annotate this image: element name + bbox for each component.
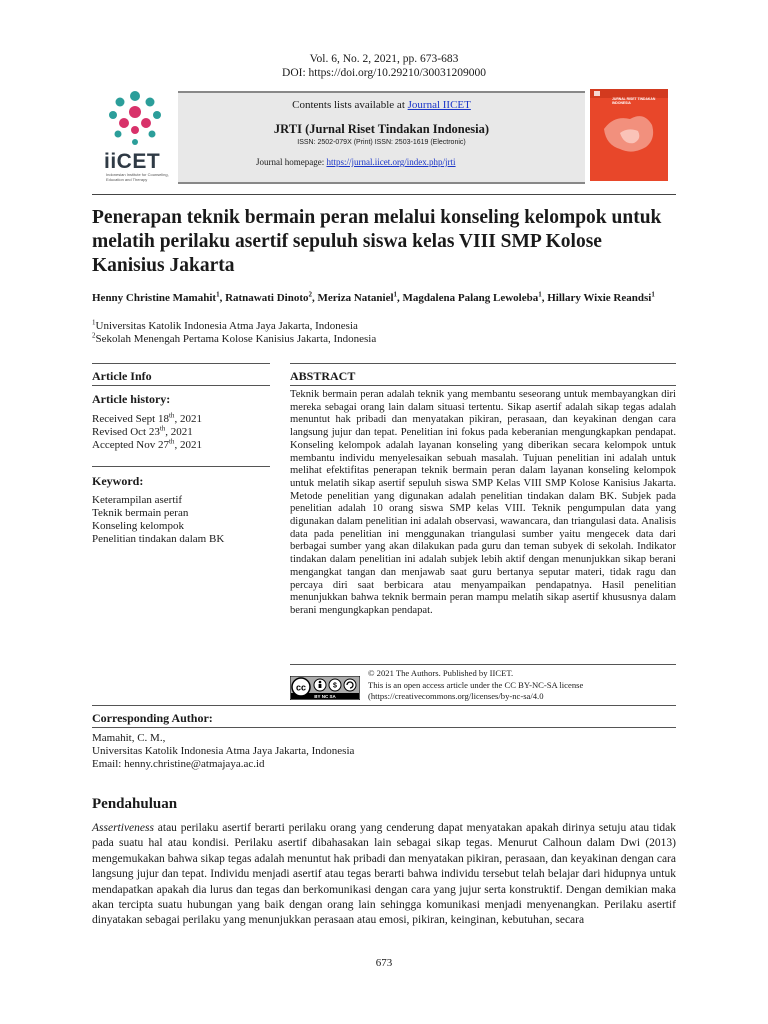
keyword-heading: Keyword: [92, 474, 144, 488]
contents-line [178, 99, 585, 111]
keyword-item: Konseling kelompok [92, 520, 184, 532]
history-received [92, 413, 202, 426]
affiliation-marker: 1 [92, 318, 96, 327]
affiliation-1 [92, 320, 358, 333]
license-copyright: © 2021 The Authors. Published by IICET. [368, 668, 514, 678]
author-affiliation-marker: 1 [393, 290, 398, 299]
history-label: Accepted Nov 27 [92, 439, 169, 451]
keyword-item: Teknik bermain peran [92, 507, 189, 519]
info-divider-top [92, 363, 270, 364]
history-heading: Article history: [92, 392, 171, 406]
svg-text:$: $ [333, 682, 337, 690]
author-affiliation-marker: 1 [538, 290, 542, 299]
author-list [92, 291, 688, 305]
journal-homepage [256, 157, 456, 167]
history-accepted [92, 439, 202, 452]
contents-prefix: Contents lists available at [292, 99, 408, 111]
page-number: 673 [375, 957, 393, 969]
paper-title: Penerapan teknik bermain peran melalui konseling kelompok untuk melatih perilaku asertif sepuluh siswa kelas VIII SMP Kolose Kanisius Jakarta [92, 207, 662, 276]
author-separator: , [311, 292, 318, 304]
history-year: , 2021 [165, 426, 193, 438]
corresponding-email[interactable]: Email: henny.christine@atmajaya.ac.id [92, 758, 265, 770]
license-divider-bottom [92, 705, 676, 706]
license-statement: This is an open access article under the CC BY-NC-SA license [368, 680, 584, 690]
affiliation-text: Sekolah Menengah Pertama Kolose Kanisius Jakarta, Indonesia [95, 333, 377, 345]
journal-cover [590, 89, 668, 181]
abstract-text: Teknik bermain peran adalah teknik yang membantu seseorang untuk membayangkan diri mereka sebagai orang lain dalam situasi tertentu. Sikap asertif adalah sikap tegas adalah menuntut hak pribadi dan menyatakan pikiran, perasaan, dan keyakinan dengan cara langsung jujur dan tepat. Penelitian ini fokus pada keberanian mengungkapkan pendapat. Konseling kelompok adalah layanan konseling yang diberikan secara kelompok untuk membantu individu menyelesaikan sebuah masalah. Tujuan penelitian ini adalah untuk melihat efektifitas penerapan teknik bermain peran dalam layanan konseling kelompok untuk melatih sikap asertif sepuluh siswa SMP Kelas VIII SMP Kolose Kanisius Jakarta. Metode penelitian yang digunakan adalah penelitian tindakan dalam BK. Subjek pada penelitian adalah 10 orang siswa SMP kelas VIII. Teknik pengumpulan data yang digunakan dalam penelitian ini adalah observasi, wawancara, dan triangulasi data. Analisis data pada penelitian ini menggunakan triangulasi sumber yaitu mengecek data dari berbagai sumber yang akan dilakukan pada guru dan teman subyek di sekolah. Indikator tindakan dalam penelitian ini adalah subjek lebih aktif dengan menunjukkan sikap berani mengangkat tangan dan menjawab saat guru bertanya seputar materi, tidak ragu dan percaya diri saat berbicara atau menyampaikan pendapatnya. Hasil penelitian menunjukkan bahwa teknik bermain peran mampu melatih sikap asertif khususnya dalam berani mengungkapkan pendapat. [290, 389, 676, 616]
corresponding-name: Mamahit, C. M., [92, 732, 166, 744]
keyword-item: Keterampilan asertif [92, 494, 183, 506]
author-separator: , [219, 292, 226, 304]
doi[interactable]: DOI: https://doi.org/10.29210/30031209000 [282, 67, 486, 79]
cc-by-nc-sa-icon[interactable] [290, 676, 360, 700]
journal-title: JRTI (Jurnal Riset Tindakan Indonesia) [273, 122, 490, 136]
info-divider [92, 385, 270, 386]
title-divider [92, 194, 676, 195]
history-revised [92, 426, 193, 439]
logo-text: iiCET [104, 150, 161, 173]
history-label: Received Sept 18 [92, 413, 169, 425]
abstract-heading: ABSTRACT [290, 369, 356, 383]
history-year: , 2021 [174, 413, 202, 425]
author-name: Henny Christine Mamahit [92, 292, 217, 304]
corresponding-divider [92, 727, 676, 728]
affiliation-2 [92, 333, 376, 346]
article-info-heading: Article Info [92, 369, 152, 383]
intro-paragraph [92, 821, 676, 929]
affiliation-text: Universitas Katolik Indonesia Atma Jaya Jakarta, Indonesia [95, 320, 358, 332]
author-affiliation-marker: 1 [216, 290, 220, 299]
intro-body-text: atau perilaku asertif berarti perilaku orang yang cenderung dapat menyatakan apakah dirinya setuju atau tidak pada suatu hal atau kondisi. Perilaku asertif dibahasakan lain sebagai sikap tegas. Menurut Calhoun dalam Dwi (2013) mengemukakan bahwa sikap tegas adalah menuntut hak pribadi dan menyatakan pikiran, perasaan, dan keyakinan dengan cara langsung jujur dan tepat. Individu menjadi asertif atau tegas berarti bahwa individu tersebut telah belajar dari hidupnya untuk mendapatkan apakah dia lurus dan tegas dan berkomunikasi dengan cara yang jujur serta konstruktif. Dengan demikian maka akan tercipta suatu hubungan yang baik dengan orang lain sehingga komunikasi menjadi menyenangkan. Perilaku asertif dinyatakan sebagai perilaku yang menunjukkan perasaan atau emosi, pikiran, keinginan, kebutuhan, secara [92, 822, 676, 927]
history-sup: th [159, 424, 166, 433]
keyword-divider [92, 466, 270, 467]
license-divider [290, 664, 676, 665]
author-affiliation-marker: 2 [308, 290, 312, 299]
issn: ISSN: 2502-079X (Print) ISSN: 2503-1619 (Electronic) [297, 139, 466, 146]
license-url[interactable]: (https://creativecommons.org/licenses/by-nc-sa/4.0 [368, 691, 544, 701]
abstract-divider-top [290, 363, 676, 364]
history-label: Revised Oct 23 [92, 426, 160, 438]
keyword-item: Penelitian tindakan dalam BK [92, 533, 225, 545]
history-sup: th [168, 437, 175, 446]
logo-subtext: Indonesian Institute for Counseling, Education and Therapy [106, 172, 169, 182]
homepage-prefix: Journal homepage: [256, 157, 327, 167]
abstract-divider [290, 385, 676, 386]
corresponding-heading: Corresponding Author: [92, 711, 213, 725]
svg-text:cc: cc [295, 682, 307, 693]
history-year: , 2021 [174, 439, 202, 451]
affiliation-marker: 2 [92, 331, 96, 340]
journal-link[interactable]: Journal IICET [407, 99, 471, 111]
homepage-link[interactable]: https://jurnal.iicet.org/index.php/jrti [326, 157, 456, 167]
author-name: Magdalena Palang Lewoleba [402, 292, 539, 304]
volume-info: Vol. 6, No. 2, 2021, pp. 673-683 [309, 53, 459, 65]
author-affiliation-marker: 1 [651, 290, 655, 299]
author-name: Meriza Nataniel [317, 292, 394, 304]
section-heading: Pendahuluan [92, 796, 178, 812]
cover-title: JURNAL RISET TINDAKAN INDONESIA [612, 97, 656, 105]
author-name: Hillary Wixie Reandsi [547, 292, 652, 304]
intro-lead-term: Assertiveness [92, 822, 154, 834]
cc-badge-text: BY NC SA [314, 694, 336, 699]
author-separator: , [397, 292, 403, 304]
author-separator: , [541, 292, 548, 304]
author-name: Ratnawati Dinoto [225, 292, 309, 304]
history-sup: th [168, 411, 175, 420]
corresponding-affiliation: Universitas Katolik Indonesia Atma Jaya Jakarta, Indonesia [92, 745, 355, 757]
